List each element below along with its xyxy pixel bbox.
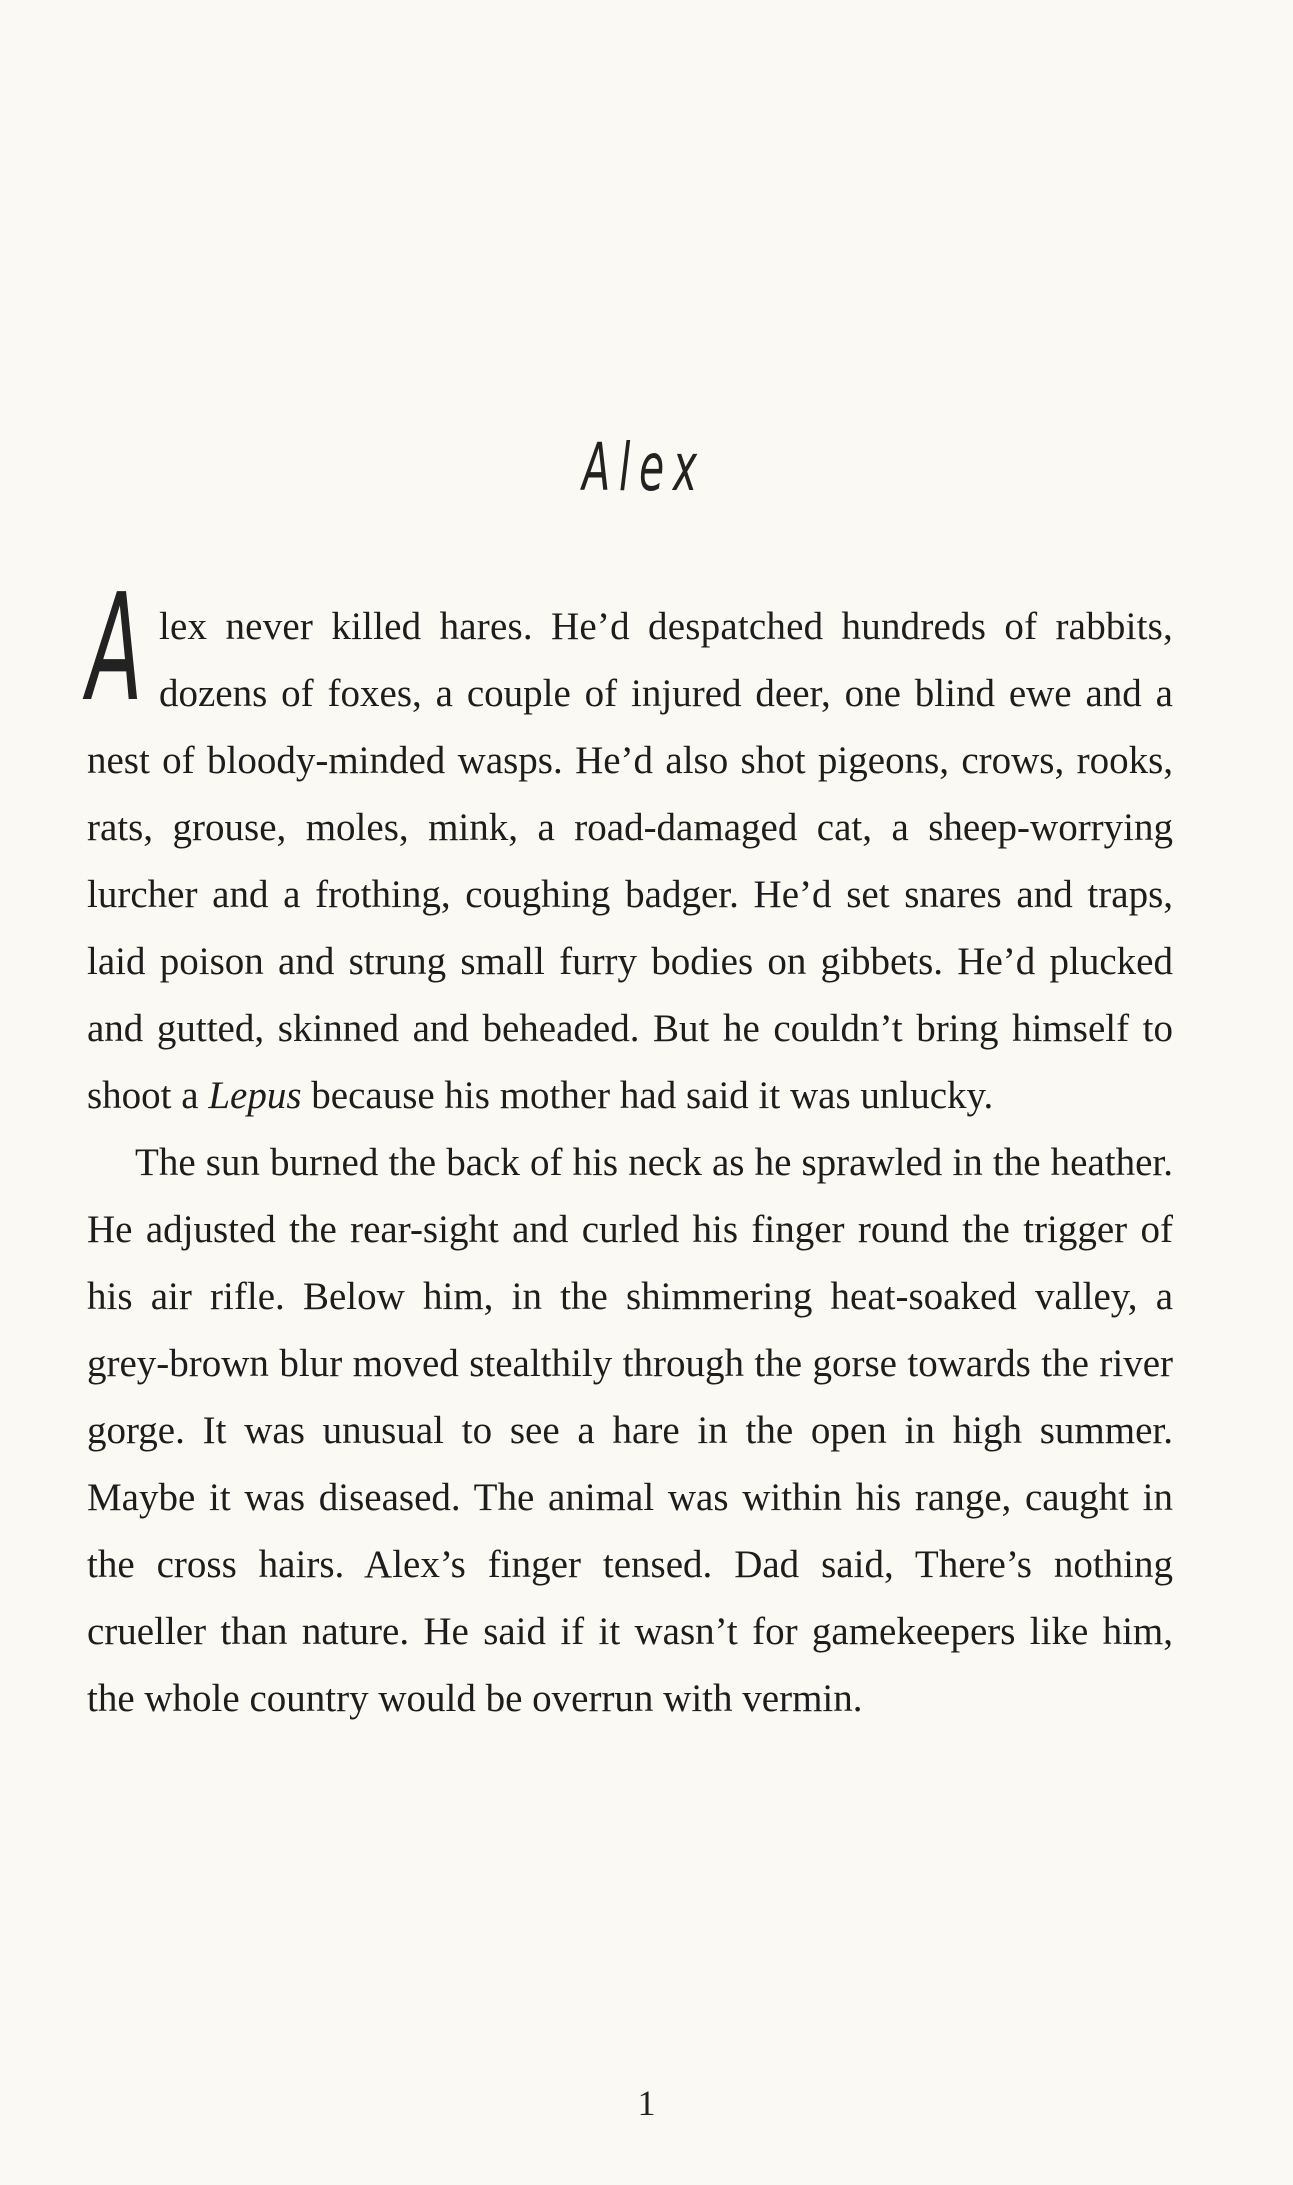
page-number: 1 [637, 2083, 656, 2123]
paragraph-1 [87, 562, 1173, 1129]
paragraph-1-text: lex never killed hares. He’d despatched hundreds of rabbits, dozens of foxes, a couple of injured deer, one blind ewe and a nest of bloody-minded wasps. He’d also shot pigeons, crows, rooks, rats, grouse, moles, mink, a road-damaged cat, a sheep-worrying lurcher and a frothing, coughing badger. He’d set snares and traps, laid poison and strung small furry bodies on gibbets. He’d plucked and gutted, skinned and beheaded. But he couldn’t bring himself to shoot a [87, 605, 1173, 1117]
paragraph-2: The sun burned the back of his neck as he sprawled in the heather. He adjusted the rear-sight and curled his finger round the trigger of his air rifle. Below him, in the shimmering heat-soaked valley, a grey-brown blur moved stealthily through the gorse towards the river gorge. It was unusual to see a hare in the open in high summer. Maybe it was diseased. The animal was within his range, caught in the cross hairs. Alex’s finger tensed. Dad said, There’s nothing crueller than nature. He said if it wasn’t for gamekeepers like him, the whole country would be overrun with vermin. [87, 1141, 1173, 1720]
paragraph-1-tail: because his mother had said it was unlucky. [301, 1074, 994, 1117]
italic-word: Lepus [208, 1074, 302, 1117]
drop-cap: A [87, 562, 143, 734]
body-text [87, 562, 1173, 1732]
chapter-title: Alex [582, 429, 706, 507]
